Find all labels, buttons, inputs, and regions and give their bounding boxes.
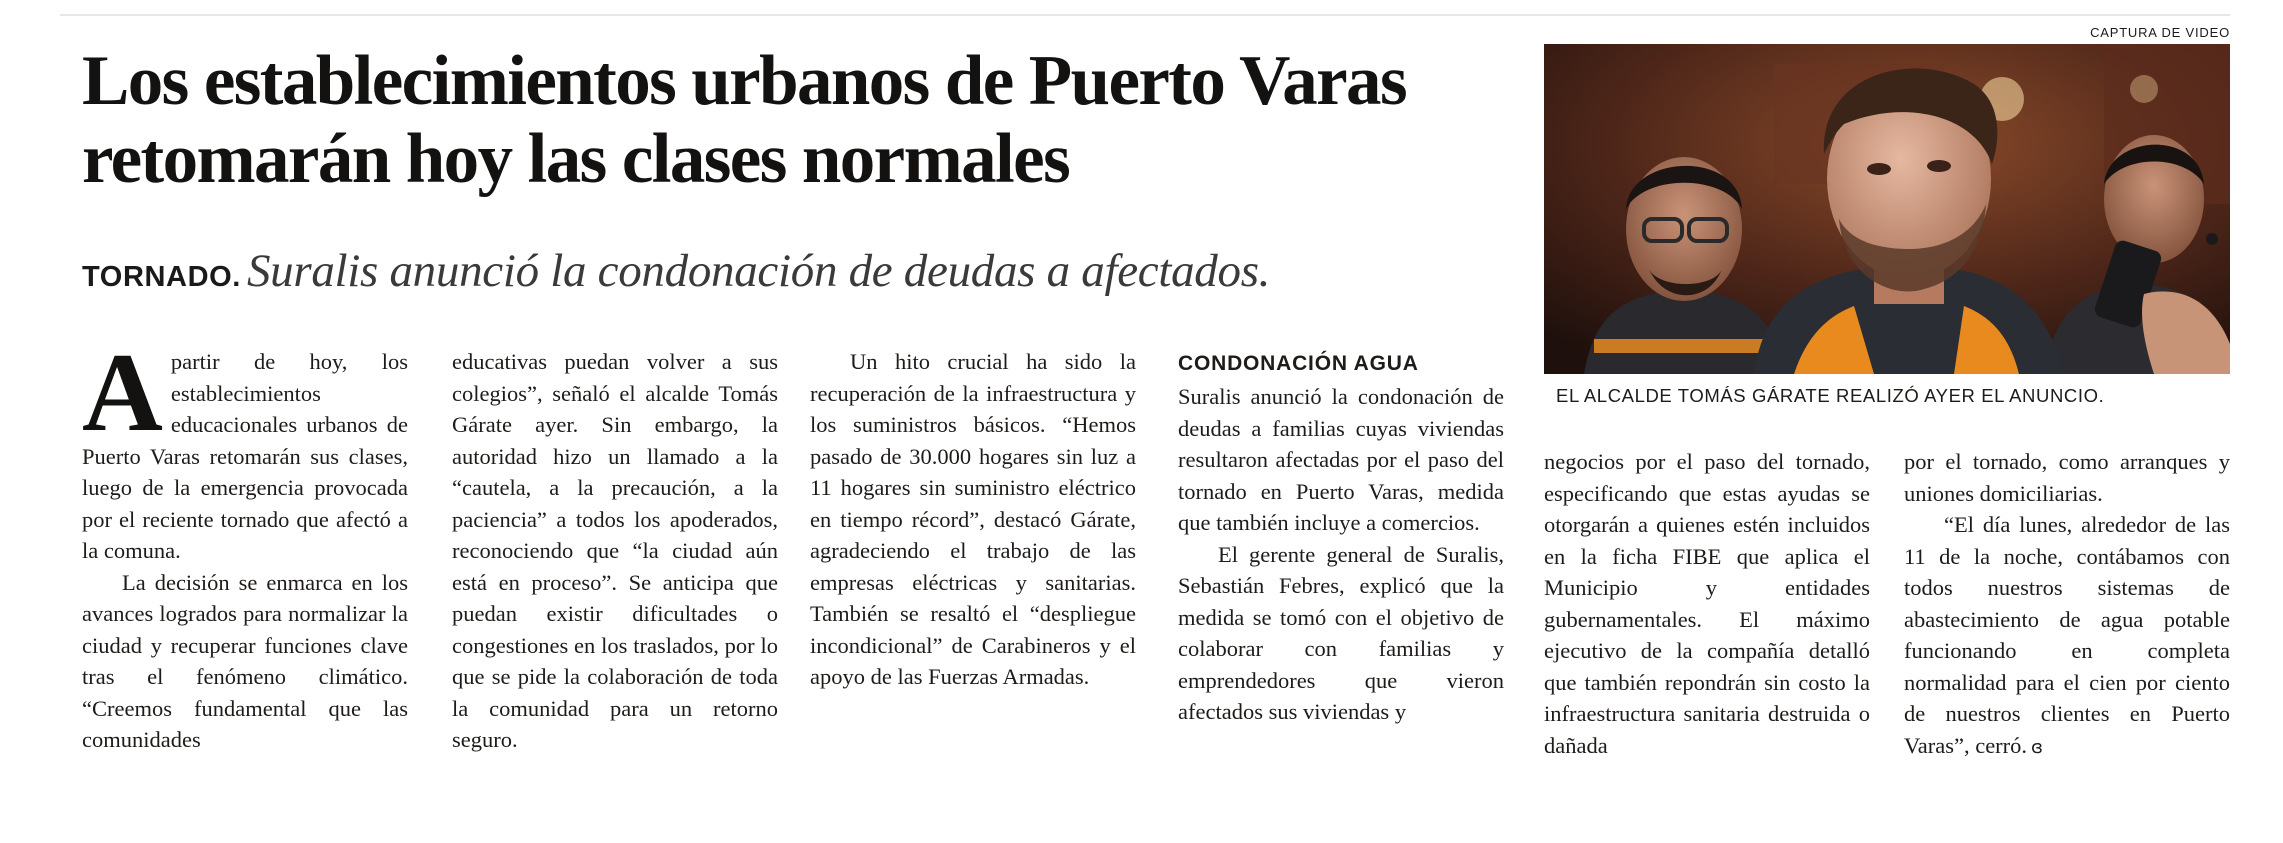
paragraph: La decisión se enmarca en los avances logrados para normalizar la ciudad y recuperar funciones clave tras el fenómeno climático. “Creemos fundamental que las comunidades <box>82 569 408 752</box>
subhead: Suralis anunció la condonación de deudas a afectados. <box>246 245 1271 297</box>
paragraph <box>82 331 408 567</box>
paragraph: El gerente general de Suralis, Sebastián Febres, explicó que la medida se tomó con el objetivo de colaborar con familias y emprendedores que vieron afectados sus viviendas y <box>1178 541 1504 724</box>
top-rule <box>60 14 2230 16</box>
paragraph: Suralis anunció la condonación de deudas a familias cuyas viviendas resultaron afectadas por el paso del tornado en Puerto Varas, medida que también incluye a comercios. <box>1178 384 1504 535</box>
column-6 <box>1904 446 2230 763</box>
deck <box>82 244 1532 298</box>
paragraph <box>1904 509 2230 763</box>
news-photo <box>1544 44 2230 374</box>
photo-illustration <box>1544 44 2230 374</box>
paragraph-text: partir de hoy, los establecimientos educacionales urbanos de Puerto Varas retomarán sus clases, luego de la emergencia provocada por el reciente tornado que afectó a la comuna. <box>82 349 408 563</box>
drop-cap: A <box>82 331 163 455</box>
column-3 <box>810 346 1136 693</box>
paragraph: Un hito crucial ha sido la recuperación de la infraestructura y los suministros básicos. “Hemos pasado de 30.000 hogares sin luz a 11 hogares sin suministro eléctrico en tiempo récord”, destacó Gárate, agradeciendo el trabajo de las empresas eléctricas y sanitarias. También se resaltó el “despliegue incondicional” de Carabineros y el apoyo de las Fuerzas Armadas. <box>810 349 1136 689</box>
column-1 <box>82 331 408 756</box>
paragraph: negocios por el paso del tornado, especificando que estas ayudas se otorgarán a quienes estén incluidos en la ficha FIBE que aplica el Municipio y entidades gubernamentales. El máximo ejecutivo de la compañía detalló que también repondrán sin costo la infraestructura sanitaria destruida o dañada <box>1544 449 1870 758</box>
column-5 <box>1544 446 1870 761</box>
headline: Los establecimientos urbanos de Puerto Varas retomarán hoy las clases normales <box>82 42 1406 198</box>
photo-caption: EL ALCALDE TOMÁS GÁRATE REALIZÓ AYER EL ANUNCIO. <box>1556 385 2105 406</box>
section-heading: CONDONACIÓN AGUA <box>1178 352 1419 375</box>
kicker: TORNADO. <box>82 261 241 293</box>
column-4 <box>1178 350 1504 728</box>
paragraph-text: “El día lunes, alrededor de las 11 de la noche, contábamos con todos nuestros sistemas de abastecimiento de agua potable funcionando en completa normalidad para el cien por ciento de nuestros clientes en Puerto Varas”, cerró. <box>1904 512 2230 758</box>
paragraph: por el tornado, como arranques y uniones domiciliarias. <box>1904 449 2230 506</box>
paragraph: educativas puedan volver a sus colegios”, señaló el alcalde Tomás Gárate ayer. Sin embargo, la autoridad hizo un llamado a la “cautela, a la precaución, a la paciencia” a todos los apoderados, reconociendo que “la ciudad aún está en proceso”. Se anticipa que puedan existir dificultades o congestiones en los traslados, por lo que se pide la colaboración de toda la comunidad para un retorno seguro. <box>452 349 778 752</box>
column-2 <box>452 346 778 756</box>
photo-credit: CAPTURA DE VIDEO <box>2090 25 2230 40</box>
end-mark-icon: ɞ <box>2031 736 2043 758</box>
